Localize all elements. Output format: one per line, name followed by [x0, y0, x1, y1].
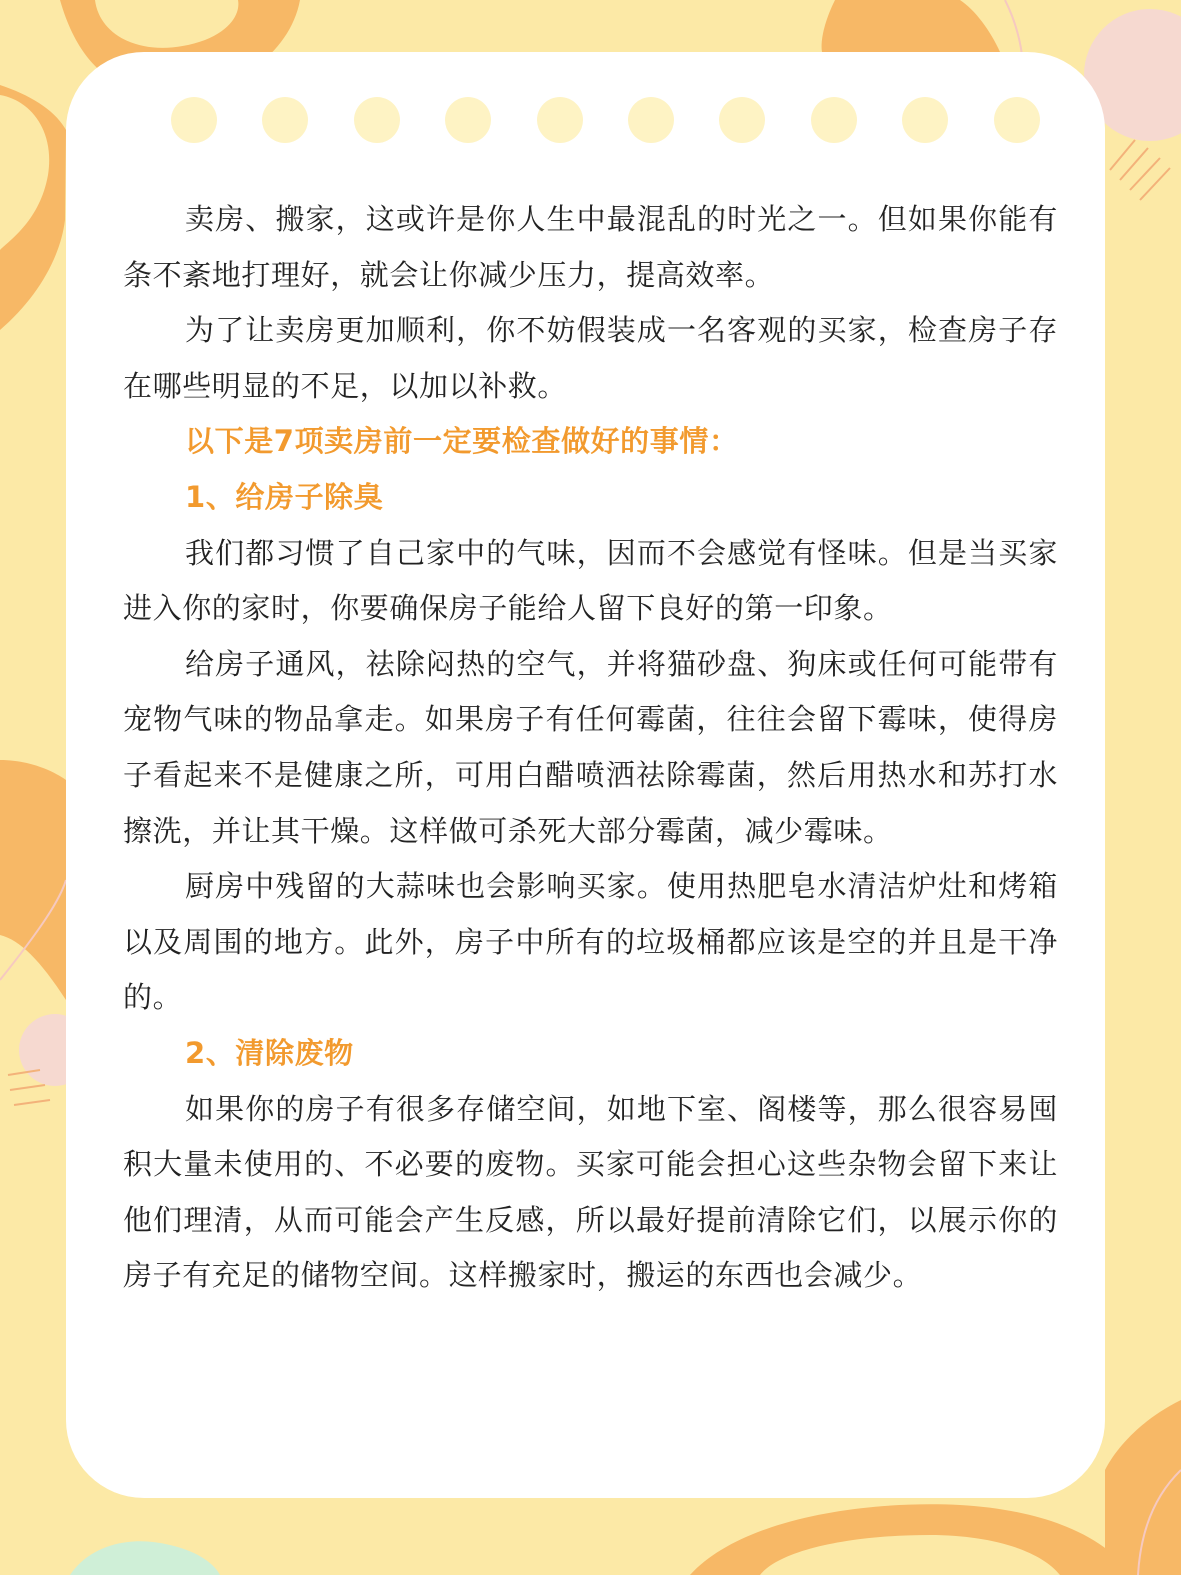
top-right-thin-line-shape — [1005, 0, 1022, 55]
decorative-dot — [354, 97, 400, 143]
decorative-dot-row — [171, 97, 1051, 143]
top-right-orange-blob-shape — [822, 0, 1000, 52]
body-paragraph: 为了让卖房更加顺利，你不妨假装成一名客观的买家，检查房子存在哪些明显的不足，以加以补救。 — [123, 313, 1058, 403]
left-orange-blob-lower-shape — [0, 760, 66, 1000]
decorative-dot — [719, 97, 765, 143]
decorative-dot — [537, 97, 583, 143]
bottom-right-orange-ribbon-shape — [1105, 1400, 1181, 1575]
decorative-dot — [171, 97, 217, 143]
body-paragraph: 厨房中残留的大蒜味也会影响买家。使用热肥皂水清洁炉灶和烤箱以及周围的地方。此外，房子中所有的垃圾桶都应该是空的并且是干净的。 — [123, 869, 1058, 1015]
decorative-dot — [628, 97, 674, 143]
decorative-dot — [445, 97, 491, 143]
body-paragraph: 如果你的房子有很多存储空间，如地下室、阁楼等，那么很容易囤积大量未使用的、不必要的废物。买家可能会担心这些杂物会留下来让他们理清，从而可能会产生反感，所以最好提前清除它们，以展示你的房子有充足的储物空间。这样搬家时，搬运的东西也会减少。 — [123, 1091, 1058, 1293]
decorative-dot — [902, 97, 948, 143]
bottom-left-mint-blob-shape — [70, 1541, 220, 1575]
left-orange-blob-shape — [0, 85, 66, 330]
article-body — [123, 192, 1058, 1304]
body-paragraph: 卖房、搬家，这或许是你人生中最混乱的时光之一。但如果你能有条不紊地打理好，就会让你减少压力，提高效率。 — [123, 202, 1058, 292]
section-heading: 以下是7项卖房前一定要检查做好的事情： — [185, 424, 739, 459]
decorative-dot — [811, 97, 857, 143]
body-paragraph: 我们都习惯了自己家中的气味，因而不会感觉有怪味。但是当买家进入你的家时，你要确保房子能给人留下良好的第一印象。 — [123, 535, 1058, 626]
section-heading: 2、清除废物 — [185, 1035, 354, 1070]
body-paragraph: 给房子通风，祛除闷热的空气，并将猫砂盘、狗床或任何可能带有宠物气味的物品拿走。如果房子有任何霉菌，往往会留下霉味，使得房子看起来不是健康之所，可用白醋喷洒祛除霉菌，然后用热水和苏打水擦洗，并让其干燥。这样做可杀死大部分霉菌，减少霉味。 — [123, 646, 1058, 848]
decorative-dot — [994, 97, 1040, 143]
decorative-dot — [262, 97, 308, 143]
bottom-orange-arc-shape — [690, 1504, 1130, 1575]
top-right-dash-marks-shape — [1110, 140, 1170, 200]
section-heading: 1、给房子除臭 — [185, 479, 384, 514]
